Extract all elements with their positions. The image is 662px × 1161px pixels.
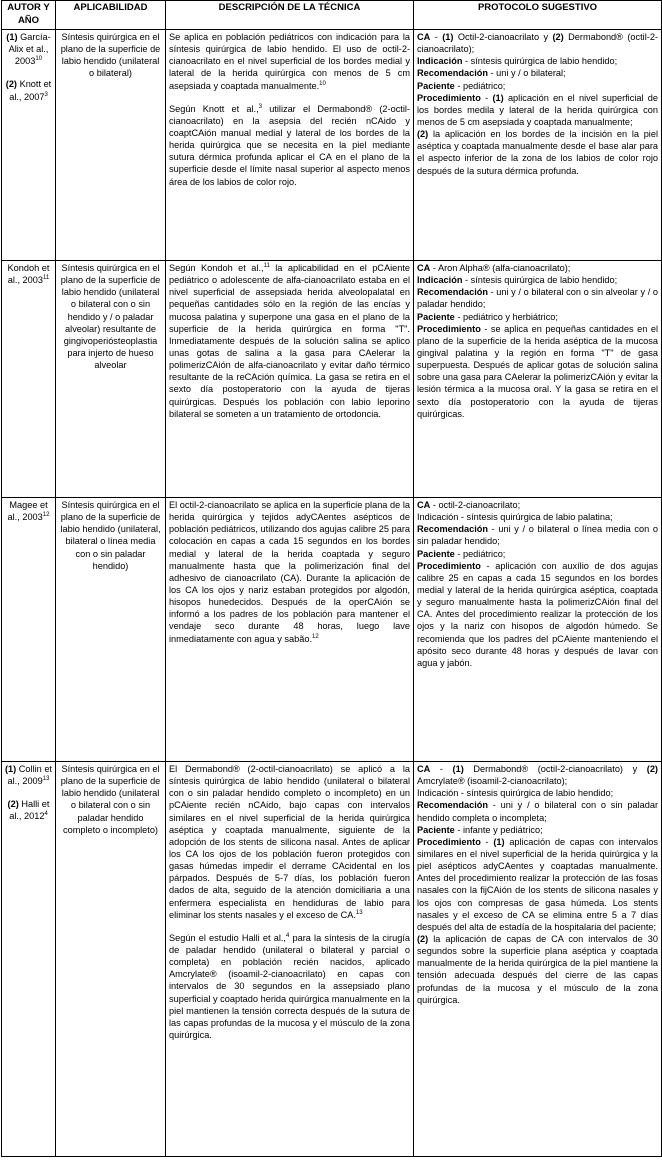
reference: 10 bbox=[35, 56, 43, 63]
technique-table bbox=[1, 0, 662, 1157]
table-row bbox=[2, 762, 662, 1157]
description-cell: El Dermabond® (2-octil-cianoacrilato) se aplicó a la síntesis quirúrgica de labio hendido (unilateral o bilateral con o sin paladar hendido completo o incompleto) en un pCAiente recién nCAido, bajo capas con intervalos similares en el nivel superficial de la herida quirúrgica aséptica y coaptada manualmente, siguiente de la adopción de los stents de silicona nasal. Antes de aplicar los CA los ojos de los población fueron protegidos con gasas húmedas impedir el derrame CAcidental en los párpados. Después de 5-7 días, los población fueron dados de alta, seguido de la atención domiciliaria a una enfermera especialista en hendiduras de labio para eliminar los stents nasales y el exceso de CA.$^{13}$ Según el estudio Halli et al.,$^4$ para la síntesis de la cirugía de paladar hendido (unilateral o bilateral y parcial o completa) en población recién nacidos, aplicado Amcrylate® (isoamil-2-cianoacrilato) en capas con intervalos de 30 segundos en la assepsiado plano superficial y coaptado herida quirúrgica manualmente en la piel mantienen la tensión correcta después de la sutura de las capas profundas de la mucosa y el músculo de la zona quirúrgica. bbox=[166, 762, 414, 1157]
applicability-cell: Síntesis quirúrgica en el plano de la superficie de labio hendido (unilateral, bilateral o línea media con o sin paladar hendido) bbox=[56, 498, 166, 762]
description-cell: Según Kondoh et al.,$^{11}$ la aplicabilidad en el pCAiente pediátrico o adolescente de alfa-cianoacrilato estaba en el nivel superficial de assepsiada herida alveolopalatal en pequeñas cantidades sólo en la región de las encías y mucosa palatina y superpone una gasa en el plano de la superficie de la herida quirúrgica en forma "T". Inmediatamente después de la solución salina se aplico unas gotas de salina a la gasa para CAelerar la polimerizCAión de alfa-cianoacrilato y evitar daño térmico resultante de la reCAción química. La gasa se retira en el sexto día postoperatorio con la ayuda de tijeras quirúrgicas. Después los población con labio leporino bilateral se someten a un tratamiento de ortodoncia. bbox=[166, 261, 414, 498]
reference: 4 bbox=[44, 811, 48, 818]
author-cell bbox=[2, 261, 56, 498]
protocol-cell: CA - Aron Alpha® (alfa-cianoacrilato); Indicación - síntesis quirúrgica de labio hendido; Recomendación - uni y / o bilateral con o sin alveolar y / o paladar hendido; Paciente - pediátrico y herbiátrico; Procedimiento - se aplica en pequeñas cantidades en el plano de la superficie de la herida aséptica de la mucosa gingival palatina y la región en forma "T" de gasa superpuesta. Después de aplicar gotas de solución salina sobre una gasa para CAelerar la polimerizCAión y evitar la lesión térmica a la mucosa oral. Y la gasa se retira en el sexto día postoperatorio con la ayuda de tijeras quirúrgicas. bbox=[414, 261, 662, 498]
author-name: Kondoh et al., 2003 bbox=[7, 263, 50, 286]
applicability-cell: Síntesis quirúrgica en el plano de la superficie de labio hendido (unilateral o bilateral) bbox=[56, 30, 166, 261]
protocol-cell: CA - (1) Dermabond® (octil-2-cianoacrilato) y (2) Amcrylate® (isoamil-2-cianoacrilato); Indicación - síntesis quirúrgica de labio hendido; Recomendación - uni y / o bilateral con o sin paladar hendido completa o incompleta; Paciente - infante y pediátrico; Procedimiento - (1) aplicación de capas con intervalos similares en el nivel superficial de la herida quirúrgica y la piel asépticos adyCAentes y coaptadas manualmente. Antes del procedimiento realizar la protección de las fosas nasales con la fijCAión de los stents de silicona nasales y los ojos con compresas de gasa húmeda. Los stents nasales y el exceso de CA se elimina entre 5 a 7 días después del alta de estadía de la hospitalaria del paciente; (2) la aplicación de capas de CA con intervalos de 30 segundos sobre la superficie plana aséptica y coaptada manualmente de la herida quirúrgica de la piel mantiene la tensión adecuada después del cierre de las capas profundas de la mucosa y el músculo de la zona quirúrgica. bbox=[414, 762, 662, 1157]
reference: 13 bbox=[355, 909, 363, 916]
table-row bbox=[2, 498, 662, 762]
author-name: Collin et al., 2009 bbox=[7, 764, 52, 787]
header-applicability: APLICABILIDAD bbox=[56, 1, 166, 30]
description-cell: El octil-2-cianoacrilato se aplica en la superficie plana de la herida quirúrgica y tejidos adyCAentes asépticos de población pediátricos, utilizando dos agujas calibre 25 para colocación en capas a cada 15 segundos en los bordes medial y lateral de la herida coaptada y seguro manualmente hasta que la polimerización final del adhesivo de cianoacrilato (CA). Durante la aplicación de los CA los ojos y nariz estaban protegidos por algodón, hisopos hunedecidos. Después de la operCAión se informó a los padres de los población para mantener el vendaje seco durante 48 horas, luego lave inmediatamente con agua y sabão.$^{12}$ bbox=[166, 498, 414, 762]
reference: 3 bbox=[258, 103, 262, 110]
description-cell: Se aplica en población pediátricos con indicación para la síntesis quirúrgica de labio hendido. El uso de octil-2-cianoacrilato en el nivel superficial de los bordes medial y lateral de la herida quirúrgica con menos de 5 cm asepsiada y coaptada manualmente.$^{10}$ Según Knott et al.,$^3$ utilizar el Dermabond® (2-octil-cianoacrilato) en la asepsia del recién nCAido y coaptCAión manual medial y lateral de los bordes de la herida quirúrgica que se necesita en la piel mediante sutura dérmica profunda aplicar el CA en el plano de la superficie desde el límite nasal superior al aspecto menos área de los labios de color rojo. bbox=[166, 30, 414, 261]
author-cell: (1) Collin et al., 2009$^{13}$ (2) Halli et al., 2012$^4$ bbox=[2, 762, 56, 1157]
author-name: García-Alix et al., 2003 bbox=[8, 32, 51, 67]
author-name: Magee et al., 2003 bbox=[7, 500, 48, 523]
reference: 12 bbox=[312, 633, 319, 640]
reference: 10 bbox=[319, 80, 326, 87]
applicability-cell: Síntesis quirúrgica en el plano de la superficie de labio hendido (unilateral o bilateral con o sin paladar hendido completo o incompleto) bbox=[56, 762, 166, 1157]
author-cell bbox=[2, 498, 56, 762]
table-row bbox=[2, 30, 662, 261]
author-name: Halli et al., 2012 bbox=[9, 799, 50, 822]
reference: 12 bbox=[42, 512, 50, 519]
reference: 11 bbox=[263, 263, 270, 269]
author-name: Knott et al., 2007 bbox=[9, 79, 52, 102]
reference: 11 bbox=[43, 275, 50, 282]
table-row bbox=[2, 261, 662, 498]
reference: 3 bbox=[44, 91, 48, 98]
header-protocol: PROTOCOLO SUGESTIVO bbox=[414, 1, 662, 30]
reference: 13 bbox=[42, 776, 50, 783]
header-description: DESCRIPCIÓN DE LA TÉCNICA bbox=[166, 1, 414, 30]
author-cell: (1) García-Alix et al., 2003$^{10}$ (2) Knott et al., 2007$^3$ bbox=[2, 30, 56, 261]
protocol-cell: CA - (1) Octil-2-cianoacrilato y (2) Dermabond® (octil-2-cianoacrilato); Indicación - síntesis quirúrgica de labio hendido; Recomendación - uni y / o bilateral; Paciente - pediátrico; Procedimiento - (1) aplicación en el nivel superficial de los bordes medila y lateral de la herida quirúrgica con menos de 5 cm asepsiada y coaptada manualmente; (2) la aplicación en los bordes de la incisión en la piel aséptica y coaptada manualmente desde el base alar para el aspecto inferior de la zona de los labios de color rojo después de la sutura dérmica profunda. bbox=[414, 30, 662, 261]
header-author: AUTOR Y AÑO bbox=[2, 1, 56, 30]
reference: 4 bbox=[285, 932, 290, 939]
protocol-cell: CA - octil-2-cianoacrilato; Indicación - síntesis quirúrgica de labio palatina; Recomendación - uni y / o bilateral o línea media con o sin paladar hendido; Paciente - pediátrico; Procedimiento - aplicación con auxílio de dos agujas calibre 25 en capas a cada 15 segundos en los bordes medial y lateral de la herida quirúrgica aséptica, coaptada y seguro manualmente hasta la polimerizCAión final del CA. Antes del procedimiento realizar la protección de los ojos y la nariz con hisopos de algodón húmedo. Se recomienda que los padres del pCAiente manteniendo el apósito seco durante 48 horas y después de lavar con agua y jabón. bbox=[414, 498, 662, 762]
header-row bbox=[2, 1, 662, 30]
applicability-cell: Síntesis quirúrgica en el plano de la superficie de labio hendido (unilateral o bilateral con o sin hendido y / o paladar alveolar) resultante de gingivoperiósteoplastia para injerto de hueso alveolar bbox=[56, 261, 166, 498]
